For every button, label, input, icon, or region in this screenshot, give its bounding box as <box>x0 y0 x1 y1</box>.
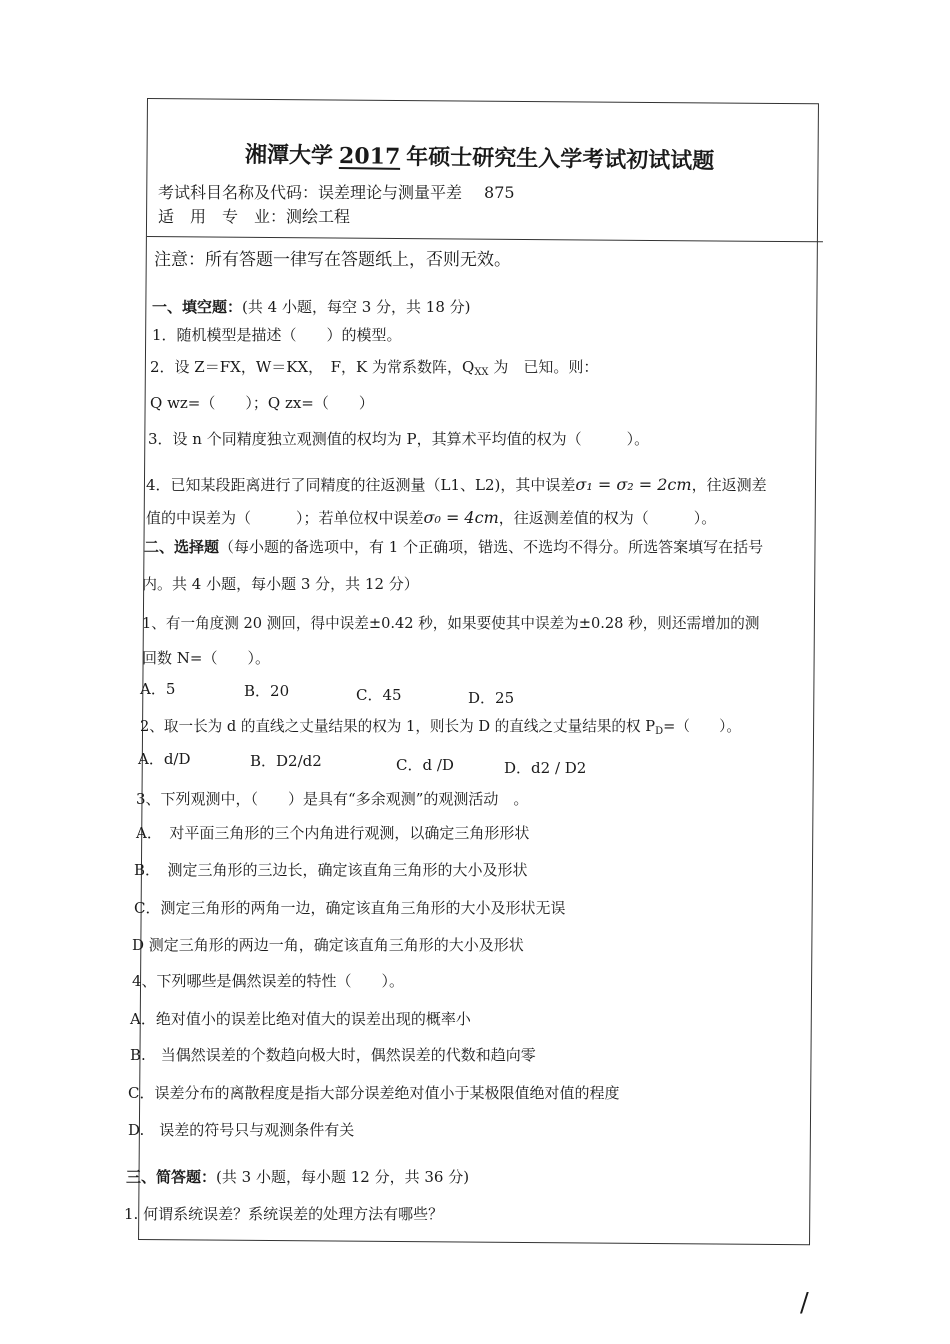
s2-q4: 4、下列哪些是偶然误差的特性（ ）。 <box>132 972 405 990</box>
s2-q3-option-a: A． 对平面三角形的三个内角进行观测，以确定三角形形状 <box>136 824 530 842</box>
s1-q4-text-c: 值的中误差为（ ）；若单位权中误差 <box>146 509 424 527</box>
s2-q2-option-c: C．d /D <box>396 756 454 774</box>
s2-q4-option-c: C．误差分布的离散程度是指大部分误差绝对值小于某极限值绝对值的程度 <box>128 1084 620 1102</box>
s1-q2-line1 <box>150 360 598 378</box>
title-rest: 年硕士研究生入学考试初试试题 <box>406 143 715 175</box>
s3-q1: 1. 何谓系统误差？系统误差的处理方法有哪些？ <box>124 1205 444 1223</box>
s2-q3: 3、下列观测中，（ ）是具有“多余观测”的观测活动 。 <box>136 790 529 808</box>
s2-q1-line1: 1、有一角度测 20 测回，得中误差±0.42 秒，如果要使其中误差为±0.28 秒，则还需增加的测 <box>142 615 760 632</box>
s2-q2-option-d: D．d2 / D2 <box>504 759 587 777</box>
subject-name: 误差理论与测量平差 <box>318 183 463 202</box>
s2-q3-option-c: C．测定三角形的两角一边，确定该直角三角形的大小及形状无误 <box>134 899 566 917</box>
section3-title: 三、简答题： <box>126 1168 217 1186</box>
s2-q3-option-b: B． 测定三角形的三边长，确定该直角三角形的大小及形状 <box>134 861 528 879</box>
s2-q2-option-a: A．d/D <box>138 750 191 768</box>
section2-title: 二、选择题 <box>144 538 220 556</box>
s1-q1: 1．随机模型是描述（ ）的模型。 <box>152 326 402 344</box>
page-title <box>244 141 715 175</box>
exam-year: 2017 <box>338 143 401 170</box>
s1-q4-text-b: ，往返测差 <box>691 476 767 494</box>
s2-q2-sub: D <box>655 726 664 737</box>
major-name: 测绘工程 <box>286 207 351 226</box>
s2-q4-option-a: A．绝对值小的误差比绝对值大的误差出现的概率小 <box>130 1010 471 1028</box>
subject-row <box>158 185 515 201</box>
s2-q1-option-a: A．5 <box>140 680 176 698</box>
s1-q4-math1: σ₁ = σ₂ = 2cm <box>575 475 692 494</box>
exam-frame <box>138 98 819 1245</box>
section3-heading <box>126 1170 469 1185</box>
s1-q4-text-a: 4．已知某段距离进行了同精度的往返测量（L1、L2)，其中误差 <box>146 476 576 494</box>
s2-q1-option-b: B．20 <box>244 682 290 700</box>
s2-q1-option-c: C．45 <box>356 686 402 704</box>
s2-q1-line2: 回数 N=（ ）。 <box>142 649 270 667</box>
page-mark: / <box>800 1288 809 1318</box>
s1-q4-math2: σ₀ = 4cm <box>423 508 499 527</box>
section2-info-line2: 内。共 4 小题，每小题 3 分，共 12 分） <box>142 575 419 593</box>
major-row <box>158 209 350 225</box>
major-label: 适 用 专 业： <box>158 207 287 226</box>
s1-q4-line2 <box>146 510 716 526</box>
section1-title: 一、填空题： <box>152 298 243 316</box>
section3-info: (共 3 小题，每小题 12 分，共 36 分) <box>216 1168 470 1186</box>
s1-q2-text: 2．设 Z＝FX，W＝KX， F，K 为常系数阵，Q <box>150 358 475 376</box>
s1-q2-line2: Q wz=（ ）；Q zx=（ ） <box>150 394 374 412</box>
s1-q4-line1 <box>146 477 767 493</box>
s2-q4-option-b: B. 当偶然误差的个数趋向极大时，偶然误差的代数和趋向零 <box>130 1046 536 1064</box>
subject-label: 考试科目名称及代码： <box>158 183 319 202</box>
university-name: 湘潭大学 <box>244 141 334 169</box>
s1-q2-end: 为 已知。则： <box>493 358 599 376</box>
s2-q2-line <box>140 720 741 737</box>
s1-q3: 3．设 n 个同精度独立观测值的权均为 P，其算术平均值的权为（ ）。 <box>148 430 650 448</box>
s2-q4-option-d: D. 误差的符号只与观测条件有关 <box>128 1121 355 1139</box>
s2-q1-option-d: D．25 <box>468 689 515 707</box>
section2-heading <box>144 540 763 555</box>
section2-info-line1: （每小题的备选项中，有 1 个正确项，错选、不选均不得分。所选答案填写在括号 <box>219 538 764 556</box>
s2-q2-text: 2、取一长为 d 的直线之丈量结果的权为 1，则长为 D 的直线之丈量结果的权 P <box>140 718 656 735</box>
notice-text: 注意：所有答题一律写在答题纸上，否则无效。 <box>154 250 511 270</box>
section1-info: (共 4 小题，每空 3 分，共 18 分) <box>242 298 471 316</box>
subject-code: 875 <box>484 183 515 202</box>
s1-q4-text-d: ，往返测差值的权为（ ）。 <box>498 509 717 527</box>
s1-q2-sub: XX <box>474 367 489 378</box>
s2-q2-end: =（ ）。 <box>663 718 742 735</box>
s2-q3-option-d: D 测定三角形的两边一角，确定该直角三角形的大小及形状 <box>132 936 524 954</box>
section1-heading <box>152 300 471 315</box>
s2-q2-option-b: B．D2/d2 <box>250 752 322 770</box>
